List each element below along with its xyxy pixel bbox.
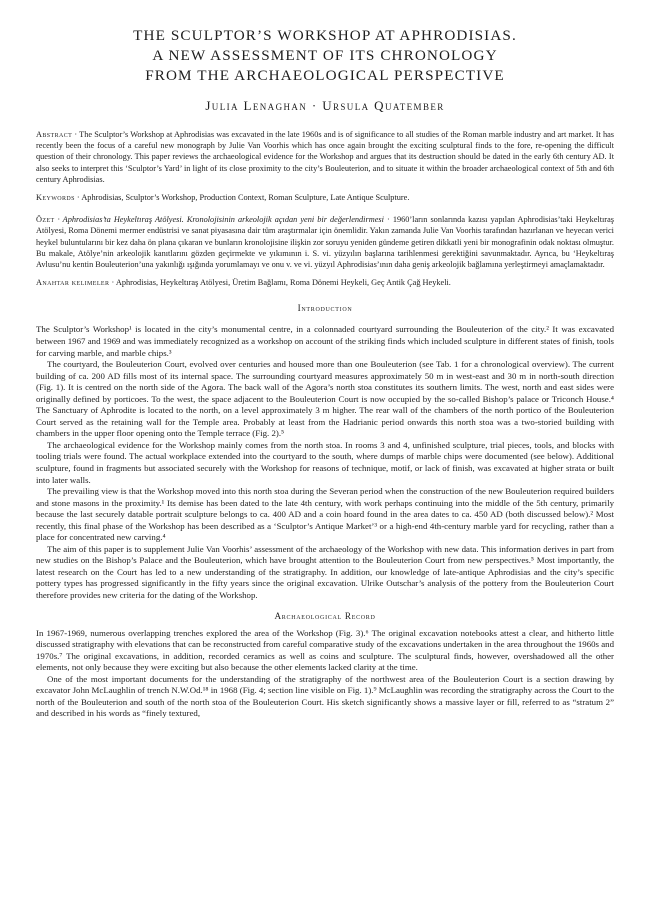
anahtar-label: Anahtar kelimeler xyxy=(36,278,110,288)
title-line: THE SCULPTOR’S WORKSHOP AT APHRODISIAS. xyxy=(133,27,517,44)
paragraph: The archaeological evidence for the Workshop mainly comes from the north stoa. In rooms 3 and 4, unfinished sculpture, trial pieces, tools, and blocks with tooling trials were found. The actual workplace extended into the courtyard to the south, where dumps of marble chips were documented (see below). Additional sculpture, found in fragments but associated securely with the Workshop for reasons of technique, motif, or lack of finish, was excavated at higher strata or built into later walls. xyxy=(36,439,614,485)
paragraph: The aim of this paper is to supplement Julie Van Voorhis’ assessment of the archaeology of the Workshop with new data. This information derives in part from new studies on the Bishop’s Palace and the Bouleuterion, which have brought attention to the Bouleuterion Court from new perspectives.⁵ Most importantly, the latest research on the Court has led to a new understanding of the stratigraphy. In addition, our knowledge of late-antique Aphrodisias and the city’s specific pottery types has progressed significantly in the fifty years since the original excavation. Ulrike Outschar’s analysis of the pottery from the Bouleuterion Court therefore provides new criteria for the dating of the Workshop. xyxy=(36,543,614,601)
paper-title xyxy=(36,26,614,86)
archaeological-record-body xyxy=(36,628,614,720)
paragraph: In 1967-1969, numerous overlapping trenches explored the area of the Workshop (Fig. 3).⁶ The original excavation notebooks attest a clear, and hitherto little discussed stratigraphy with elevations that can be reconstructed from careful comparative study of the excavations undertaken in the area throughout the 1960s and 1970s.⁷ The original excavations, in addition, recorded ceramics as well as coins and sculpture. The sculptural finds, however, overshadowed all the other elements, not only because they were exciting but also because the other elements lacked clarity at the time. xyxy=(36,627,614,673)
abstract xyxy=(36,129,614,185)
paragraph: The courtyard, the Bouleuterion Court, evolved over centuries and housed more than one Bouleuterion (see Tab. 1 for a chronological overview). The current building of ca. 200 AD fills most of its internal space. The surrounding courtyard measures approximately 50 m in west-east and 30 m in north-south direction (Fig. 1). It is centred on the north side of the Agora. The back wall of the Agora’s north stoa constitutes its southern limits. The west, north and east sides were originally defined by porticoes. To the west, the space adjacent to the Bouleuterion Court is now occupied by the so-called Bishop’s palace or Triconch House.⁴ The Sanctuary of Aphrodite is located to the north, on a level approximately 3 m higher. The rear wall of the chambers of the north portico of the Bouleuterion Court served as the retaining wall for the Temple area. Probably at least from the Hadrianic period onwards this north stoa was a two-storied building with chambers in the upper floor opening onto the Temple terrace (Fig. 2).⁵ xyxy=(36,359,614,439)
keywords xyxy=(36,192,614,203)
paragraph: The Sculptor’s Workshop¹ is located in the city’s monumental centre, in a colonnaded courtyard surrounding the Bouleuterion of the city.² It was excavated between 1967 and 1969 and was immediately recognized as a workshop on account of the striking finds which included sculpture in different states of finish, tools for carving marble, and marble chips.³ xyxy=(36,324,614,358)
anahtar-text: · Aphrodisias, Heykeltıraş Atölyesi, Üretim Bağlamı, Roma Dönemi Heykeli, Geç Antik Çağ Heykeli. xyxy=(109,278,451,288)
abstract-text: · The Sculptor’s Workshop at Aphrodisias was excavated in the late 1960s and is of significance to all studies of the Roman marble industry and art market. It has recently been the focus of a careful new monograph by Julie Van Voorhis which has once again brought the exciting sculptural finds to the fore, re-opening the difficult question of their chronology. This paper reviews the archaeological evidence for the Workshop and argues that its destruction should be dated in the early 6th century AD. It also seeks to interpret this ‘Sculptor’s Yard’ in light of its close proximity to the city’s Bouleuterion, and to situate it within the broader archaeological context of 5th and 6th century Aphrodisias. xyxy=(36,130,614,184)
ozet-text: · 1960’ların sonlarında kazısı yapılan Aphrodisias’taki Heykeltıraş Atölyesi, Roma Dönemi mermer endüstrisi ve sanat piyasasına dair tüm araştırmalar için önemlidir. Yakın zamanda Julie Van Voorhis tarafından hazırlanan ve heyecan verici heykel buluntularını bir kez daha ön plana çıkaran ve bunların kronolojisine ilişkin zor soruyu yeniden gündeme getiren dikkatli yeni bir monografinin odak noktası olmuştur. Bu makale, Atölye’nin arkeolojik kanıtlarını gözden geçirmekte ve yıkımının i. S. vi. yüzyılın başlarına tarihlenmesi gerektiğini savunmaktadır. Ayrıca, bu ‘Heykeltıraş Avlusu’nu kentin Bouleuterion’una yakınlığı ışığında yorumlamayı ve onu v. ve vi. yüzyıl Aphrodisias’ının daha geniş arkeolojik bağlamına yerleştirmeyi amaçlamaktadır. xyxy=(36,215,614,270)
introduction-body xyxy=(36,324,614,601)
paper-authors: Julia Lenaghan · Ursula Quatember xyxy=(205,98,445,113)
keywords-label: Keywords xyxy=(36,193,75,203)
ozet-title: · Aphrodisias’ta Heykeltıraş Atölyesi. Kronolojisinin arkeolojik açıdan yeni bir değerlendirmesi xyxy=(54,215,384,225)
title-line: FROM THE ARCHAEOLOGICAL PERSPECTIVE xyxy=(145,67,505,84)
paper-page xyxy=(36,26,614,720)
keywords-text: · Aphrodisias, Sculptor’s Workshop, Production Context, Roman Sculpture, Late Antique Sculpture. xyxy=(74,193,410,203)
title-line: A NEW ASSESSMENT OF ITS CHRONOLOGY xyxy=(152,47,498,64)
paragraph: The prevailing view is that the Workshop moved into this north stoa during the Severan period when the construction of the new Bouleuterion required builders and stone masons in the proximity.¹ Its demise has been dated to the late 4th century, with work perhaps continuing into the middle of the 5th century, primarily because the last securely datable portrait sculpture belongs to ca. 400 AD and a coin hoard found in the area dates to ca. 450 AD (both discussed below).² Most recently, this final phase of the Workshop has been described as a ‘Sculptor’s Antique Market’³ or a high-end 4th-century marble yard for recycling, rather than a place for concentrated new carving.⁴ xyxy=(36,486,614,543)
ozet-label: Özet xyxy=(36,215,55,225)
abstract-label: Abstract xyxy=(36,130,73,139)
anahtar-kelimeler xyxy=(36,277,614,288)
paragraph: One of the most important documents for the understanding of the stratigraphy of the northwest area of the Bouleuterion Court is a section drawing by excavator John McLaughlin of trench N.W.Od.¹⁸ in 1968 (Fig. 4; section line visible on Fig. 1).⁹ McLaughlin was recording the stratigraphy across the Court to the north of the Bouleuterion and south of the north stoa of the Bouleuterion Court. His sketch significantly shows a massive layer or fill, referred to as “stratum 2” and described in his words as “finely textured, xyxy=(36,673,614,719)
archaeological-record-heading: Archaeological Record xyxy=(274,610,376,621)
ozet xyxy=(36,214,614,270)
introduction-heading: Introduction xyxy=(297,303,353,314)
